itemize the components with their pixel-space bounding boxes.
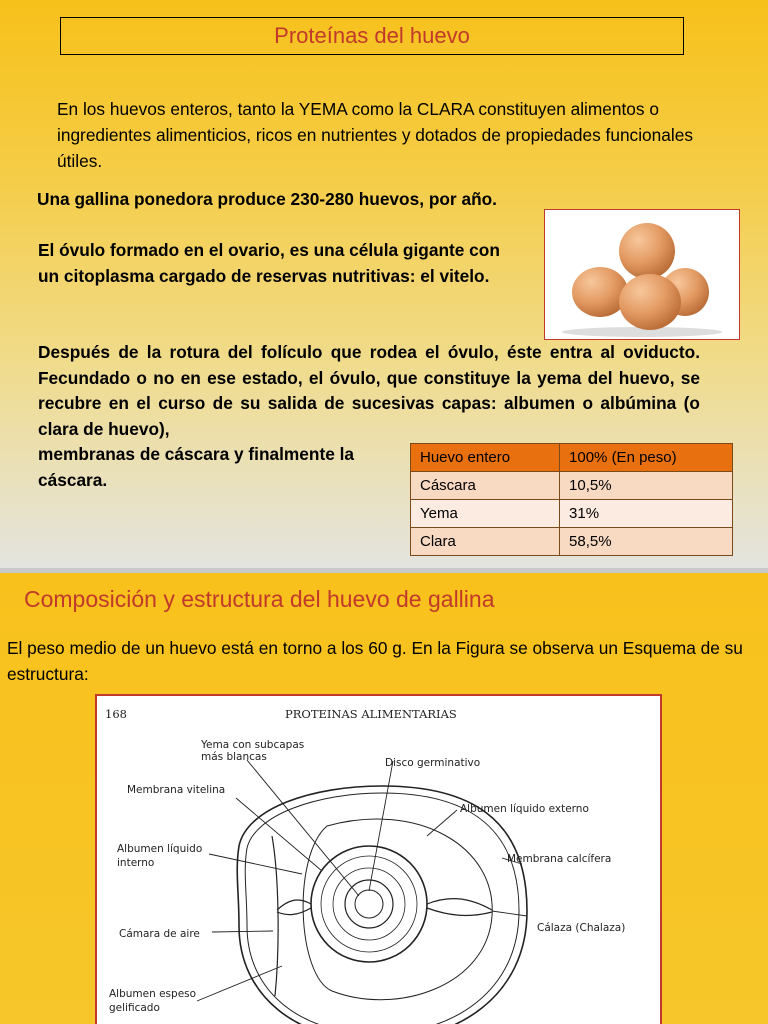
ovulo-paragraph: El óvulo formado en el ovario, es una célula gigante con un citoplasma cargado de reservas nutritivas: el vitelo. <box>38 240 500 286</box>
label-chalaza: Cálaza (Chalaza) <box>537 922 626 934</box>
label-albumen-espeso: Albumen espeso <box>109 988 197 1000</box>
label-disco: Disco germinativo <box>385 757 481 769</box>
intro-paragraph: En los huevos enteros, tanto la YEMA como la CLARA constituyen alimentos o ingredientes alimenticios, ricos en nutrientes y dotados de propiedades funcionales útiles. <box>57 99 693 171</box>
table-cell: Clara <box>411 528 560 556</box>
table-cell: 10,5% <box>560 472 733 500</box>
peso-paragraph: El peso medio de un huevo está en torno a los 60 g. En la Figura se observa un Esquema de su estructura: <box>7 638 743 684</box>
table-cell: 31% <box>560 500 733 528</box>
page-number: 168 <box>105 707 127 721</box>
label-membrana-calcifera: Membrana calcífera <box>507 853 612 865</box>
label-albumen-externo: Albumen líquido externo <box>460 803 589 815</box>
label-albumen-interno: Albumen líquido <box>117 843 203 855</box>
slide-title: Composición y estructura del huevo de gallina <box>24 586 495 612</box>
table-row <box>411 472 733 500</box>
membranas-paragraph: membranas de cáscara y finalmente la cáscara. <box>38 444 355 490</box>
table-header-cell: Huevo entero <box>411 444 560 472</box>
table-header-cell: 100% (En peso) <box>560 444 733 472</box>
label-albumen-espeso-2: gelificado <box>109 1002 160 1014</box>
table-cell: 58,5% <box>560 528 733 556</box>
composition-table <box>410 443 733 556</box>
page-header: PROTEINAS ALIMENTARIAS <box>285 707 457 721</box>
label-yema-2: más blancas <box>201 751 267 763</box>
table-row <box>411 528 733 556</box>
table-cell: Cáscara <box>411 472 560 500</box>
label-albumen-interno-2: interno <box>117 857 155 869</box>
table-row <box>411 500 733 528</box>
slide-title: Proteínas del huevo <box>60 17 684 55</box>
eggs-photo <box>544 209 740 340</box>
label-membrana-vitelina: Membrana vitelina <box>127 784 226 796</box>
gallina-paragraph: Una gallina ponedora produce 230-280 huevos, por año. <box>37 189 497 209</box>
oviducto-paragraph: Después de la rotura del folículo que rodea el óvulo, éste entra al oviducto. Fecundado o no en ese estado, el óvulo, que constituye la yema del huevo, se recubre en el curso de su salida de sucesivas capas: albumen o albúmina (o clara de huevo), <box>38 342 700 439</box>
eggs-illustration <box>545 210 739 339</box>
table-header-row <box>411 444 733 472</box>
egg-structure-figure <box>95 694 662 1024</box>
label-yema: Yema con subcapas <box>201 739 305 751</box>
label-camara-aire: Cámara de aire <box>119 928 200 940</box>
table-cell: Yema <box>411 500 560 528</box>
egg-diagram <box>97 696 660 1024</box>
slide-composicion <box>0 573 768 1024</box>
